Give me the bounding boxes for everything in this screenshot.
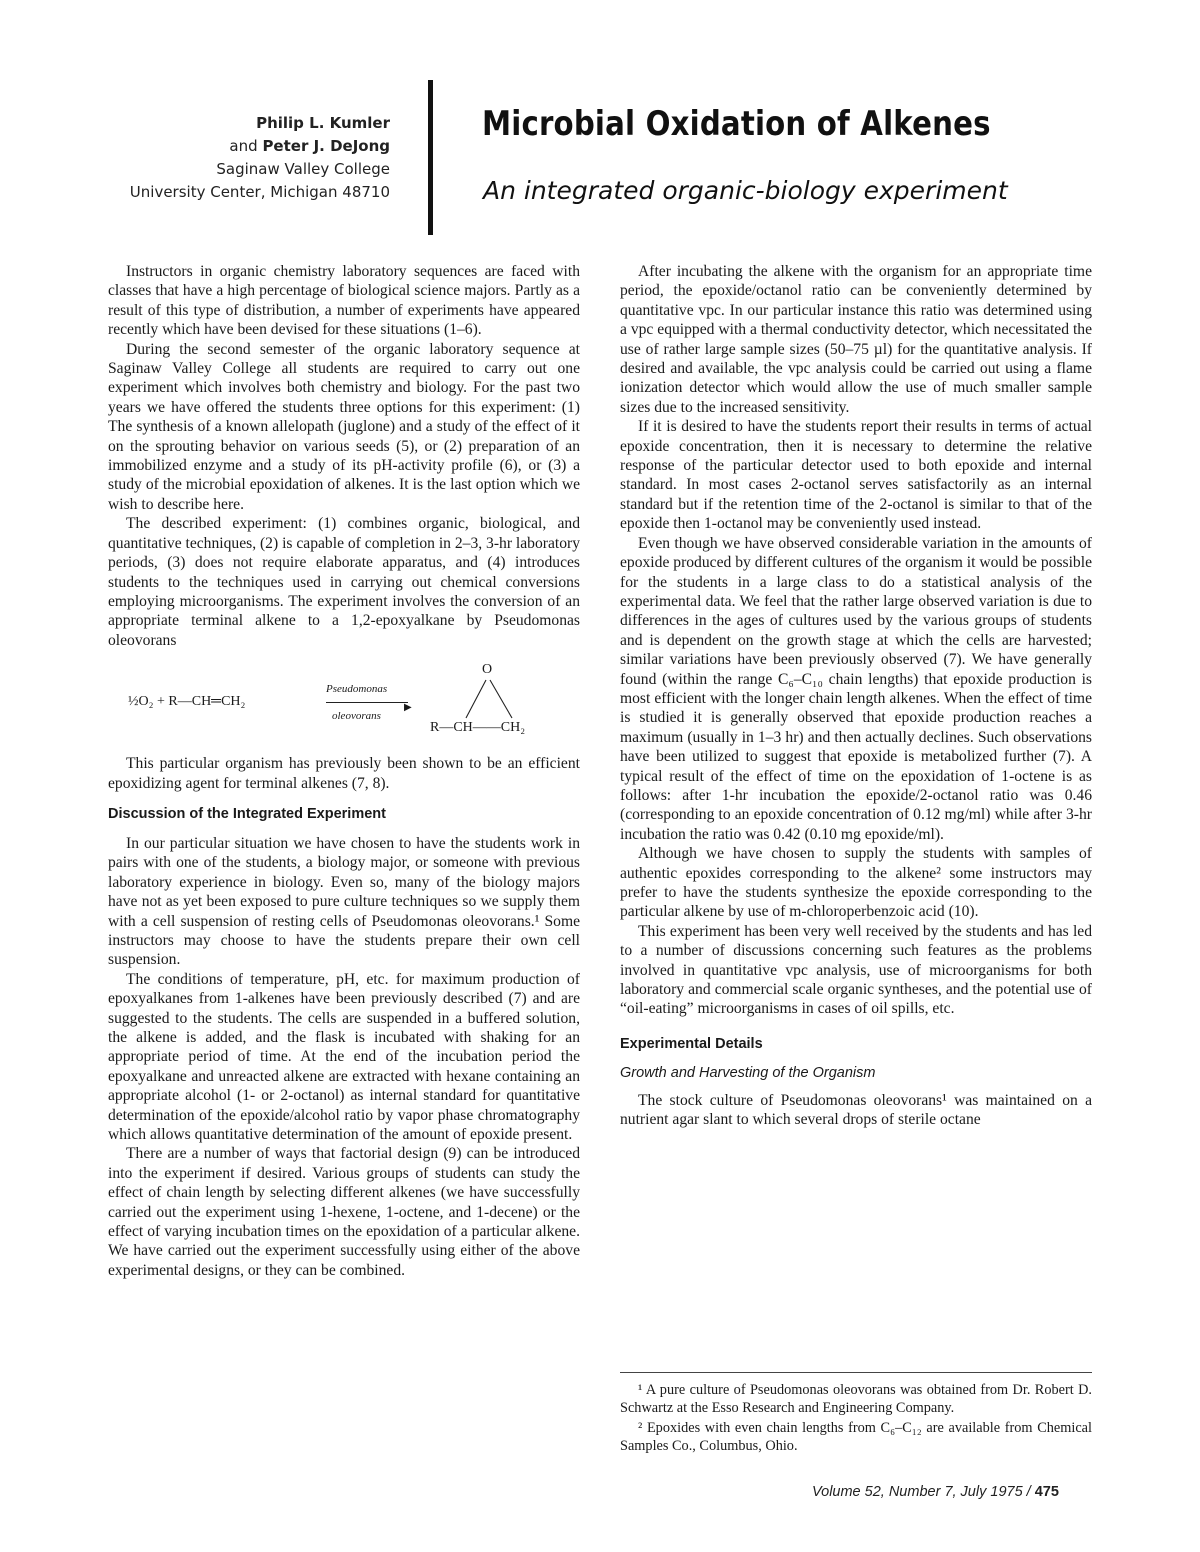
reaction-arrow <box>326 702 408 703</box>
header-divider <box>428 80 433 235</box>
page-footer <box>812 1484 1059 1500</box>
paragraph: Instructors in organic chemistry laboratory sequences are faced with classes that have a high percentage of biological science majors. Partly as a result of this type of distribution, a number of experiments have appeared recently which have been devised for these situations (1–6). <box>108 263 580 339</box>
affiliation-2: University Center, Michigan 48710 <box>129 183 390 201</box>
paragraph: The described experiment: (1) combines organic, biological, and quantitative techniques, (2) is capable of completion in 2–3, 3-hr laboratory periods, (3) does not require elaborate apparatus, and (4) introduces students to the techniques used in carrying out chemical conversions employing microorganisms. The experiment involves the conversion of an appropriate terminal alkene to a 1,2-epoxyalkane by Pseudomonas oleovorans <box>108 515 581 649</box>
equation-catalyst-genus: Pseudomonas <box>326 683 388 696</box>
author-1: Philip L. Kumler <box>256 114 390 132</box>
author-block <box>60 112 390 204</box>
section-heading: Discussion of the Integrated Experiment <box>108 805 386 822</box>
left-column <box>108 262 580 1280</box>
paragraph: There are a number of ways that factorial design (9) can be introduced into the experiment if desired. Various groups of students can study the effect of chain length by selecting different alkenes (we have successfully carried out the experiment using 1-hexene, 1-octene, and 1-decene) or the effect of varying incubation times on the epoxidation of a particular alkene. We have carried out the experiment successfully using either of the above experimental designs, or they can be combined. <box>108 1145 580 1279</box>
equation-reactants: ½O₂ + R—CH═CH₂ <box>128 694 246 710</box>
paragraph: During the second semester of the organic laboratory sequence at Saginaw Valley College all students are required to carry out one experiment which involves both chemistry and biology. For the past two years we have offered the students three options for this experiment: (1) The synthesis of a known allelopath (juglone) and a study of the effect of it on the sprouting behavior on various seeds (5), or (2) preparation of an immobilized enzyme and a study of its pH-activity profile (6), or (3) a study of the microbial epoxidation of alkenes. It is the last option which we wish to describe here. <box>108 340 580 513</box>
paragraph: After incubating the alkene with the organism for an appropriate time period, the epoxide/octanol ratio can be conveniently determined by quantitative vpc. In our particular instance this ratio was determined using a vpc equipped with a thermal conductivity detector, which necessitated the use of rather large sample sizes (50–75 µl) for the quantitative analysis. If desired and available, the vpc analysis could be carried out using a flame ionization detector which would allow the use of much smaller sample sizes due to the increased sensitivity. <box>620 263 1092 416</box>
subsection-heading: Growth and Harvesting of the Organism <box>620 1064 876 1081</box>
affiliation-1: Saginaw Valley College <box>216 160 390 178</box>
footnotes <box>620 1372 1092 1457</box>
article-title: Microbial Oxidation of Alkenes <box>482 104 991 144</box>
equation-catalyst-species: oleovorans <box>332 710 381 723</box>
paragraph: In our particular situation we have chosen to have the students work in pairs with one of the students, a biology major, or someone with previous laboratory experience in biology. Even so, many of the biology majors have not as yet been exposed to pure culture techniques so we supply them with a cell suspension of resting cells of Pseudomonas oleovorans.¹ Some instructors may choose to have the students prepare their own cell suspension. <box>108 834 580 969</box>
paragraph: Even though we have observed considerable variation in the amounts of epoxide produced by different cultures of the organism it would be possible for the students in a large class to do a statistical analysis of the experimental data. We feel that the rather large observed variation is due to differences in the ages of cultures used by the various groups of students and is dependent on the growth stage at which the cells are harvested; similar variations have been previously observed (7). We have generally found (within the range C₆–C₁₀ chain lengths) that epoxide production is most efficient with the longer chain length alkenes. When the effect of time is studied it is generally observed that epoxide production reaches a maximum (usually in 1–3 hr) and then actually declines. Such observations have been utilized to suggest that epoxide is metabolized further (7). A typical result of the effect of time on the epoxidation of 1-octene is as follows: after 1-hr incubation the epoxide/2-octanol ratio was 0.46 (corresponding to an epoxide concentration of 0.12 mg/ml) while after 3-hr incubation the ratio was 0.42 (0.10 mg epoxide/ml). <box>620 534 1092 843</box>
paragraph: The stock culture of Pseudomonas oleovorans¹ was maintained on a nutrient agar slant to which several drops of sterile octane <box>620 1091 1092 1129</box>
paragraph: This particular organism has previously been shown to be an efficient epoxidizing agent for terminal alkenes (7, 8). <box>108 755 580 792</box>
footnote-2: ² Epoxides with even chain lengths from C₆–C₁₂ are available from Chemical Samples Co., Columbus, Ohio. <box>620 1420 1092 1454</box>
equation-oxygen: O <box>482 662 493 678</box>
journal-citation: Volume 52, Number 7, July 1975 / <box>812 1484 1031 1500</box>
right-column <box>620 262 1092 1130</box>
author-2: Peter J. DeJong <box>262 137 390 155</box>
footnote-1: ¹ A pure culture of Pseudomonas oleovorans was obtained from Dr. Robert D. Schwartz at the Esso Research and Engineering Company. <box>620 1382 1092 1416</box>
arrow-head-icon: ▶ <box>404 702 412 714</box>
reaction-equation <box>108 660 580 742</box>
article-subtitle: An integrated organic-biology experiment <box>483 176 1008 205</box>
paragraph: This experiment has been very well received by the students and has led to a number of discussions concerning such features as the problems involved in quantitative vpc analysis, use of microorganisms for both laboratory and commercial scale organic syntheses, and the potential use of “oil-eating” microorganisms in cases of oil spills, etc. <box>620 922 1092 1018</box>
page-number: 475 <box>1034 1484 1059 1500</box>
paragraph: The conditions of temperature, pH, etc. for maximum production of epoxyalkanes from 1-alkenes have been previously described (7) and are suggested to the students. The cells are suspended in a buffered solution, the alkene is added, and the flask is incubated with shaking for an appropriate period of time. At the end of the incubation period the epoxyalkane and unreacted alkene are extracted with hexane containing an appropriate alcohol (1- or 2-octanol) as internal standard for quantitative determination of the epoxide/alcohol ratio by vapor phase chromatography which allows quantitative determination of the amount of epoxide present. <box>108 970 580 1144</box>
author-conjunction: and <box>229 137 258 155</box>
paragraph: Although we have chosen to supply the students with samples of authentic epoxides corresponding to the alkene² some instructors may prefer to have the students synthesize the epoxide corresponding to the particular alkene by use of m-chloroperbenzoic acid (10). <box>620 845 1092 921</box>
section-heading: Experimental Details <box>620 1035 763 1052</box>
equation-product: R—CH——CH₂ <box>430 720 526 736</box>
paragraph: If it is desired to have the students report their results in terms of actual epoxide concentration, then it is necessary to determine the relative response of the particular detector used to both epoxide and internal standard. In most cases 2-octanol serves satisfactorily as an internal standard but if the retention time of the 2-octanol is similar to that of the epoxide then 1-octanol may be conveniently used instead. <box>620 418 1092 533</box>
